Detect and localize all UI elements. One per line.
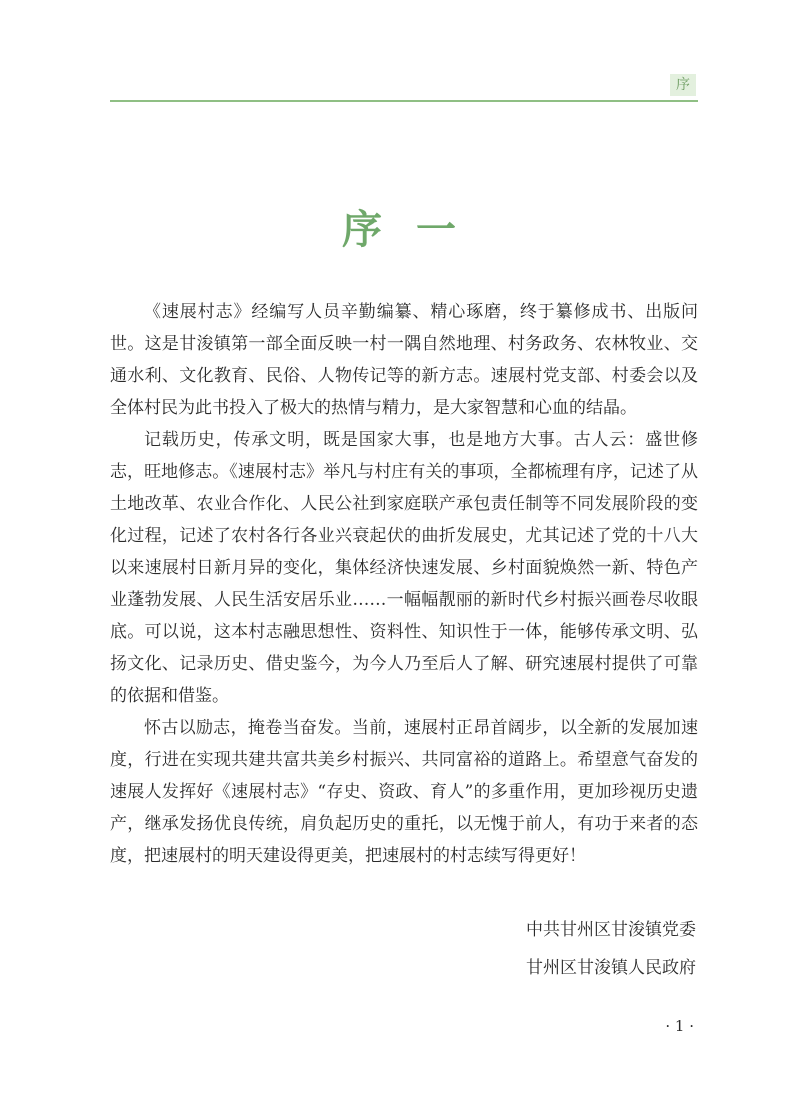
signature-party-committee: 中共甘州区甘浚镇党委 [526,920,696,940]
page-number: · 1 · [665,1017,694,1035]
paragraph-3: 怀古以励志，掩卷当奋发。当前，速展村正昂首阔步，以全新的发展加速度，行进在实现共建共富共美乡村振兴、共同富裕的道路上。希望意气奋发的速展人发挥好《速展村志》“存史、资政、育人”的多重作用，更加珍视历史遗产，继承发扬优良传统，肩负起历史的重托，以无愧于前人，有功于来者的态度，把速展村的明天建设得更美，把速展村的村志续写得更好！ [110,718,698,866]
preface-body [110,296,698,872]
paragraph-1: 《速展村志》经编写人员辛勤编纂、精心琢磨，终于纂修成书、出版问世。这是甘浚镇第一部全面反映一村一隅自然地理、村务政务、农林牧业、交通水利、文化教育、民俗、人物传记等的新方志。速展村党支部、村委会以及全体村民为此书投入了极大的热情与精力，是大家智慧和心血的结晶。 [110,302,698,418]
signature-town-government: 甘州区甘浚镇人民政府 [526,958,696,978]
signature-block [526,911,696,987]
page-title: 序一 [342,206,490,253]
paragraph-2: 记载历史，传承文明，既是国家大事，也是地方大事。古人云：盛世修志，旺地修志。《速展村志》举凡与村庄有关的事项，全都梳理有序，记述了从土地改革、农业合作化、人民公社到家庭联产承包责任制等不同发展阶段的变化过程，记述了农村各行各业兴衰起伏的曲折发展史，尤其记述了党的十八大以来速展村日新月异的变化，集体经济快速发展、乡村面貌焕然一新、特色产业蓬勃发展、人民生活安居乐业……一幅幅靓丽的新时代乡村振兴画卷尽收眼底。可以说，这本村志融思想性、资料性、知识性于一体，能够传承文明、弘扬文化、记录历史、借史鉴今，为今人乃至后人了解、研究速展村提供了可靠的依据和借鉴。 [110,430,698,706]
section-tag: 序 [670,74,696,96]
header-divider [110,100,698,102]
